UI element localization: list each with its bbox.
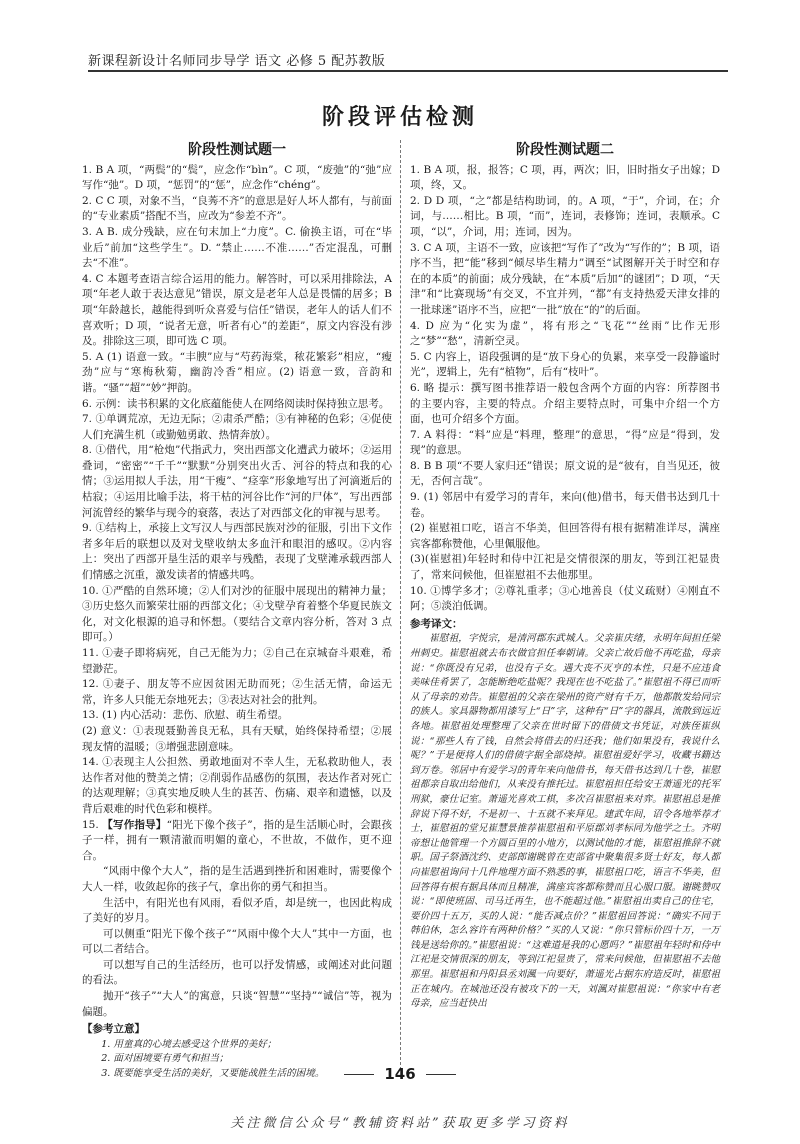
- writing-guide: 15. 【写作指导】“阳光下像个孩子”，指的是生活顺心时，会跟孩子一样，拥有一颗清澈而明媚的童心，不世故，不做作，更不迎合。: [82, 818, 392, 862]
- answer-item: 3. A B. 成分残缺，应在句末加上“力度”。C. 偷换主语，可在“毕业后”前加“这些学生”。D. “禁止……不准……”否定混乱，可删去“不准”。: [82, 225, 392, 270]
- answer-item: 6. 略 提示：撰写图书推荐语一般包含两个方面的内容：所荐图书的主要内容，主要的特点。介绍主要特点时，可集中介绍一个方面，也可介绍多个方面。: [410, 381, 720, 426]
- running-header: 新课程新设计名师同步导学 语文 必修 5 配苏教版: [88, 54, 386, 69]
- writing-paragraph: “风雨中像个大人”，指的是生活遇到挫折和困难时，需要像个大人一样，收敛起你的孩子气，拿出你的勇气和担当。: [82, 865, 392, 893]
- header-rule: [88, 70, 728, 72]
- answer-item: 12. ①妻子、朋友等不应因贫困无助而死；②生活无情，命运无常，许多人只能无奈地死去；③表达对社会的批判。: [82, 678, 392, 706]
- reference-idea: 1. 用童真的心境去感受这个世界的美好；: [101, 1038, 277, 1050]
- writing-paragraph: 生活中，有阳光也有风雨，看似矛盾，却是统一，也因此构成了美好的岁月。: [82, 896, 392, 925]
- answer-item: 10. ①严酷的自然环境；②人们对沙的征服中展现出的精神力量；③历史悠久而繁荣壮丽的西部文化；④戈壁孕育着整个华夏民族文化，对文化根源的追寻和怀想。（要结合文章内容分析，答对 3 点即可。）: [82, 584, 392, 644]
- answer-item: (3)(崔慰祖)年轻时和侍中江祀是交情很深的朋友，等到江祀显贵了，常来问候他，但崔慰祖不去他那里。: [410, 553, 720, 582]
- answer-item: 4. C 本题考查语言综合运用的能力。解答时，可以采用排除法，A 项“年老人敢于表达意见”错误，原文是老年人总是畏懦的居多；B 项“年龄越长，越能得到听众喜爱与信任”错误，老年人的话人们不喜欢听；D 项，“说者无意，听者有心”的差距”，原文内容没有涉及。排除这三项，即可选 C 项。: [82, 272, 392, 348]
- right-column: [410, 143, 720, 1012]
- left-column: [82, 143, 392, 1082]
- writing-paragraph: “阳光下像个孩子”，指的是生活顺心时，会跟孩子一样，拥有一颗清澈而明媚的童心，不世故，不做作，更不迎合。: [82, 818, 392, 862]
- writing-paragraph: 可以想写自己的生活经历，也可以抒发情感，或阐述对此问题的看法。: [82, 958, 392, 987]
- answer-item: (2) 崔慰祖口吃，语言不华美，但回答得有根有据精准详尽，满座宾客都称赞他，心里佩服他。: [410, 522, 720, 550]
- answer-item: 1. B A 项，“两鬓”的“鬓”，应念作“bìn”。C 项，“废弛”的“弛”应写作“弛”。D 项，“惩罚”的“惩”，应念作“chéng”。: [82, 163, 392, 192]
- answer-item: 10. ①博学多才；②尊礼重孝；③心地善良（仗义疏财）④刚直不阿；⑤淡泊低调。: [410, 584, 720, 613]
- translation-text: 崔慰祖，字悦宗，是清河郡东武城人。父亲崔庆绪，永明年间担任梁州刺史。崔慰祖就去布衣做官担任奉朝请。父亲亡故后他不再吃盐，母亲说：“你既没有兄弟，也没有子女。遇大丧不灭亨的本性，只是不应违食美味佳肴罢了，怎能断绝吃盐呢？我现在也不吃盐了。”崔慰祖不得已而听从了母亲的劝告。崔慰祖的父亲在梁州的资产财有千万，他都散发给同宗的族人。家具器物都用漆写上“日”字，这种有“日”字的器具，流散到远近各地。崔慰祖处理整理了父亲在世时留下的借债文书凭证，对族侄崔纵说：“那些人有了钱，自然会将借去的归还我；他们如果没有，我说什么呢？”于是便将人们的借债字据全部烧掉。崔慰祖爱好学习，收藏书籍达到万卷。邻居中有爱学习的青年来向他借书，每天借书达到几十卷，崔慰祖都亲自取出给他们，从来没有推托过。崔慰祖担任给安王萧遥光的托军刑狱，豪仕记室。萧遥光喜欢工棋，多次召崔慰祖来对弈。崔慰祖总是推辞说下得不好，不是初一、十五就不来拜见。建武年间，诏令各地举荐才士，崔慰祖的堂兄崔慧景推荐崔慰祖和平原郡刘孝标同为他学之士。齐明帝想让他管理一个方圆百里的小地方，以测试他的才能，崔慰祖推辞不就职。国子祭酒沈约、吏部郎谢眺曾在吏部省中聚集很多贤士好友，每人都向崔慰祖询问十几件地理方面不熟悉的事，崔慰祖口吃，语言不华美，但回答得有根有据具体而且精准，满座宾客都称赞而且心服口服。谢眺赞叹说：“即使班固、司马迁再生，也不能超过他。”崔慰祖出卖自己的住宅，要价四十五万，买的人说：“能否减点价？”崔慰祖回答说：“确实不同于韩伯休，怎么容许有两种价格？”买的人又说：“你只管标价四十万，一万钱是送给你的。”崔慰祖说：“这难道是我的心愿吗？”崔慰祖年轻时和侍中江祀是交情很深的朋友，等到江祀显贵了，常来问候他，但崔慰祖不去他那里。崔慰祖和丹阳县丞刘渢一向要好，萧遥光占据东府造反时，崔慰祖正在城内。在城池还没有被攻下的一天，刘渢对崔慰祖说：“你家中有老母亲，应当赶快出: [410, 633, 720, 1010]
- reference-idea: 2. 面对困境要有勇气和担当；: [101, 1053, 229, 1065]
- writing-guide-tag: 【写作指导】: [102, 818, 167, 831]
- answer-item: 13. (1) 内心活动：悲伤、欣慰、萌生希望。: [82, 709, 289, 722]
- answer-item: 7. ①单调荒凉，无边无际；②肃杀严酷；③有神秘的色彩；④促使人们充满生机（或勤勉勇敢、热情奔放）。: [82, 413, 392, 441]
- answer-item: 11. ①妻子即将病死，自己无能为力；②自己在京城奋斗艰难，希望渺茫。: [82, 647, 392, 675]
- section-title-one: 阶段性测试题一: [188, 142, 286, 158]
- translation-title: 参考译文：: [410, 617, 463, 630]
- answer-item: 7. A 料得：“料”应是“料理，整理”的意思，“得”应是“得到，发现”的意思。: [410, 428, 720, 457]
- answer-item: 9. (1) 邻居中有爱学习的青年，来向(他)借书，每天借书达到几十卷。: [410, 491, 720, 519]
- footer-watermark: 关注微信公众号“教辅资料站”获取更多学习资料: [230, 1116, 570, 1131]
- answer-item: 3. C A 项，主语不一致，应该把“写作了”改为“写作的”；B 项，语序不当，把“能”移到“倾尽毕生精力”调至“试图解开关于时空和存在的本质”的前面；成分残缺，在“本质”后加“的谜团”；D 项，“天津”和“比赛现场”有交叉，不宜并列，“都”有支持热爱天津女排的一批球迷”语序不当，应把“一批”放在“的”的后面。: [410, 241, 720, 316]
- reference-idea: 3. 既要能享受生活的美好，又要能战胜生活的困境。: [101, 1068, 325, 1080]
- answer-item: 1. B A 项，报，报答；C 项，再，两次；旧，旧时指女子出嫁；D 项，终，又。: [410, 163, 720, 192]
- answer-item: 4. D 应为“化实为虚”，将有形之“飞花”“丝雨”比作无形之“梦”“愁”，清新空灵。: [410, 319, 720, 348]
- reference-ideas-tag: 【参考立意】: [82, 1023, 145, 1036]
- answer-item: 6. 示例：读书积累的文化底蕴能使人在网络阅读时保持独立思考。: [82, 397, 390, 410]
- answer-item: 9. ①结构上，承接上文写汉人与西部民族对沙的征服，引出下文作者多年后的联想以及对戈壁收纳太多血汗和眼泪的感叹。②内容上：突出了西部开垦生活的艰辛与残酷，表现了戈壁滩承载西部人们情感之沉重，激发读者的情感共鸣。: [82, 522, 392, 582]
- answer-item: 5. C 内容上，语段强调的是“放下身心的负累，来享受一段静谧时光”，逻辑上，先有“植物”，后有“枝叶”。: [410, 350, 720, 379]
- answer-item: 5. A (1) 语意一致。“丰腴”应与“芍药海棠，秾花繁彩”相应，“瘦劲”应与“寒梅秋菊，幽韵冷香”相应。(2) 语意一致，音韵和谐。“骚”“超”“妙”押韵。: [82, 350, 392, 394]
- column-divider: [400, 140, 401, 1070]
- page-title: 阶段评估检测: [321, 105, 478, 130]
- answer-item: 8. ①借代，用“枪炮”代指武力，突出西部文化遭武力破坏；②运用叠词，“密密”“千千”“默默”分别突出火舌、河谷的特点和我的心情；③运用拟人手法，用“干瘦”、“痉挛”形象地写出了河滴逝后的枯寂；④运用比喻手法，将干枯的河谷比作“河的尸体”，写出西部河流曾经的繁华与现今的衰落，表达了对西部文化的审视与思考。: [82, 444, 392, 519]
- answer-item: 14. ①表现主人公担然、勇敢地面对不幸人生，无私救助他人，表达作者对他的赞美之情；②削弱作品感伤的氛围，表达作者对死亡的达观理解；③真实地反映人生的甚苦、伤痛、艰辛和遗憾，以及背后艰难的时代色彩和模样。: [82, 756, 392, 815]
- answer-item: 2. C C 项，对象不当，“良莠不齐”的意思是好人坏人都有，与前面的“专业素质”搭配不当，应改为“参差不齐”。: [82, 194, 392, 223]
- section-title-two: 阶段性测试题二: [516, 142, 614, 158]
- page-number: 146: [0, 1065, 800, 1083]
- answer-item: 2. D D 项，“之”都是结构助词，的。A 项，“于”，介词，在；介词，与……相比。B 项，“而”，连词，表修饰；连词，表顺承。C 项，“以”，介词，用；连词，因为。: [410, 194, 720, 238]
- answer-item: (2) 意义：①表现聂勤善良无私，具有天赋，始终保持希望；②展现友情的温暖；③增强悲剧意味。: [82, 724, 392, 753]
- writing-paragraph: 可以侧重“阳光下像个孩子”“风雨中像个大人”其中一方面，也可以二者结合。: [82, 927, 392, 956]
- writing-paragraph: 抛开“孩子”“大人”的寓意，只谈“智慧”“坚持”“诚信”等，视为偏题。: [82, 990, 392, 1018]
- answer-item: 8. B B 项“不要人家归还”错误；原文说的是“彼有，自当见还，彼无，否何言哉”。: [410, 459, 720, 488]
